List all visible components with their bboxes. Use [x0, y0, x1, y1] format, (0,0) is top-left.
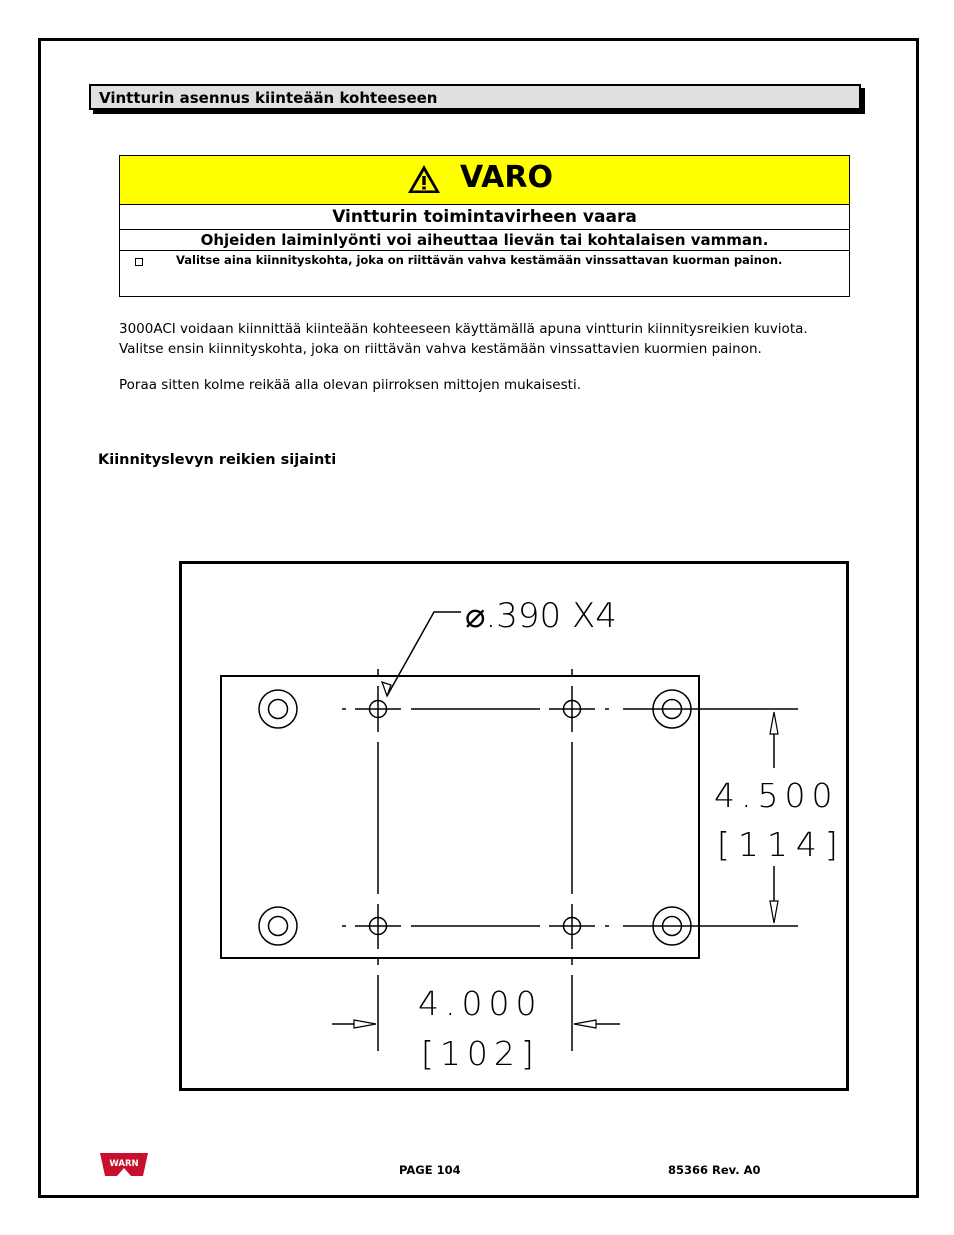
section-title: Vintturin asennus kiinteään kohteeseen — [99, 89, 438, 107]
subheading: Kiinnityslevyn reikien sijainti — [98, 452, 337, 468]
warning-triangle-icon — [407, 164, 441, 194]
page-number: PAGE 104 — [399, 1163, 461, 1177]
hazard-statement: Vintturin toimintavirheen vaara — [120, 205, 849, 230]
horizontal-dimension-metric: [102] — [421, 1034, 540, 1073]
vertical-dimension: 4.500 — [714, 776, 839, 815]
warning-signal-panel — [120, 156, 849, 205]
signal-word: VARO — [460, 160, 554, 195]
warning-list-item — [120, 251, 849, 296]
consequence-statement: Ohjeiden laiminlyönti voi aiheuttaa lievän tai kohtalaisen vamman. — [120, 230, 849, 251]
warning-item-text: Valitse aina kiinnityskohta, joka on riittävän vahva kestämään vinssattavan kuorman painon. — [176, 253, 783, 267]
paragraph-3: Poraa sitten kolme reikää alla olevan piirroksen mittojen mukaisesti. — [119, 377, 581, 393]
document-revision: 85366 Rev. A0 — [668, 1163, 761, 1177]
warn-logo-text: WARN — [109, 1159, 139, 1169]
paragraph-2: Valitse ensin kiinnityskohta, joka on riittävän vahva kestämään vinssattavien kuormien painon. — [119, 341, 762, 357]
warning-box — [119, 155, 850, 297]
section-header — [89, 84, 861, 110]
warn-logo — [99, 1151, 149, 1178]
vertical-dimension-metric: [114] — [717, 825, 846, 864]
horizontal-dimension: 4.000 — [418, 984, 543, 1023]
plate-outline — [221, 676, 699, 958]
checkbox-bullet-icon — [135, 258, 143, 266]
hole-callout: ⌀.390 X4 — [465, 596, 617, 636]
paragraph-1: 3000ACI voidaan kiinnittää kiinteään kohteeseen käyttämällä apuna vintturin kiinnitysreikien kuviota. — [119, 321, 808, 337]
mounting-hole-drawing — [179, 561, 849, 1091]
drawing-canvas — [182, 564, 846, 1088]
